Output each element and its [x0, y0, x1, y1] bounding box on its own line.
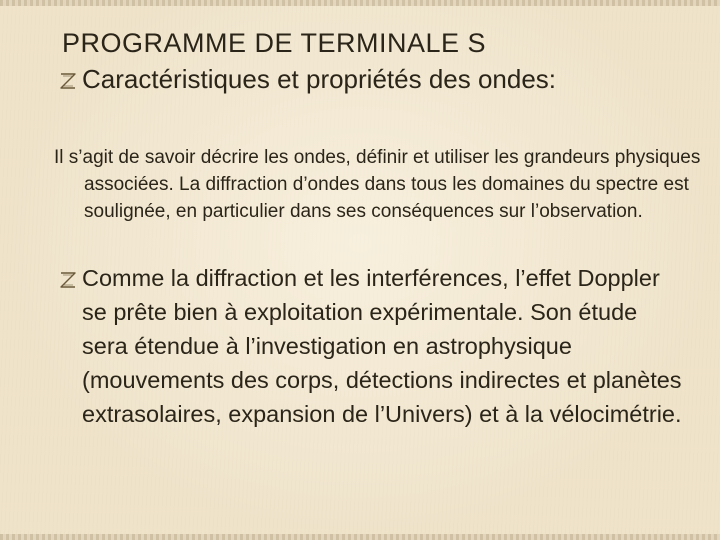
z-bullet-icon [58, 270, 78, 290]
bullet-doppler: Comme la diffraction et les interférences, l’effet Doppler se prête bien à exploitation expérimentale. Son étude sera étendue à l’investigation en astrophysique (mouvements des corps, détections indirectes et planètes extrasolaires, expansion de l’Univers) et à la vélocimétrie. [82, 265, 682, 427]
slide-title: PROGRAMME DE TERMINALE S [62, 28, 487, 58]
top-border [0, 0, 720, 6]
bullet-characteristics: Caractéristiques et propriétés des ondes: [82, 64, 557, 94]
bottom-border [0, 534, 720, 540]
z-bullet-icon [58, 71, 78, 91]
intro-paragraph: Il s’agit de savoir décrire les ondes, définir et utiliser les grandeurs physiques associées. La diffraction d’ondes dans tous les domaines du spectre est soulignée, en particulier dans ses conséquences sur l’observation. [54, 147, 701, 222]
